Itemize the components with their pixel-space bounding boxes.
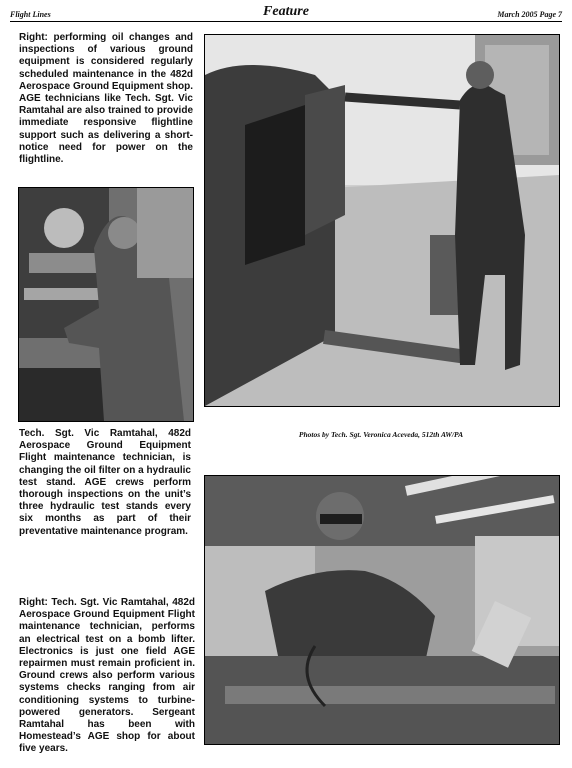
photo-bomb-lifter: [204, 475, 560, 745]
page-header: [10, 4, 562, 22]
caption-generator: Right: performing oil changes and inspections of various ground equipment is considered regularly scheduled maintenance in the 482d Aerospace Ground Equipment shop. AGE technicians like Tech. Sgt. Vic Ramtahal are also trained to provide immediate responsive flightline support such as delivering a short-notice need for power on the flightline.: [19, 32, 193, 166]
photo-generator: [204, 34, 560, 407]
photo-credit: Photos by Tech. Sgt. Veronica Aceveda, 512th AW/PA: [298, 430, 464, 439]
section-title: Feature: [263, 4, 309, 19]
caption-bomb-lifter: Right: Tech. Sgt. Vic Ramtahal, 482d Aerospace Ground Equipment Flight maintenance technician, performs an electrical test on a bomb lifter. Electronics is just one field AGE repairmen must remain proficient in. Ground crews also perform various systems checks ranging from air conditioning systems to turbine-powered generators. Sergeant Ramtahal has been with Homestead’s AGE shop for about five years.: [19, 597, 195, 755]
caption-hydraulic: Tech. Sgt. Vic Ramtahal, 482d Aerospace Ground Equipment Flight maintenance technician, is changing the oil filter on a hydraulic test stand. AGE crews perform thorough inspections on the unit’s three hydraulic test stands every six months as part of their preventative maintenance program.: [19, 428, 191, 537]
photo-hydraulic: [18, 187, 194, 422]
publication-name: Flight Lines: [10, 10, 51, 19]
header-rule: [10, 21, 562, 22]
date-page: March 2005 Page 7: [497, 10, 562, 19]
